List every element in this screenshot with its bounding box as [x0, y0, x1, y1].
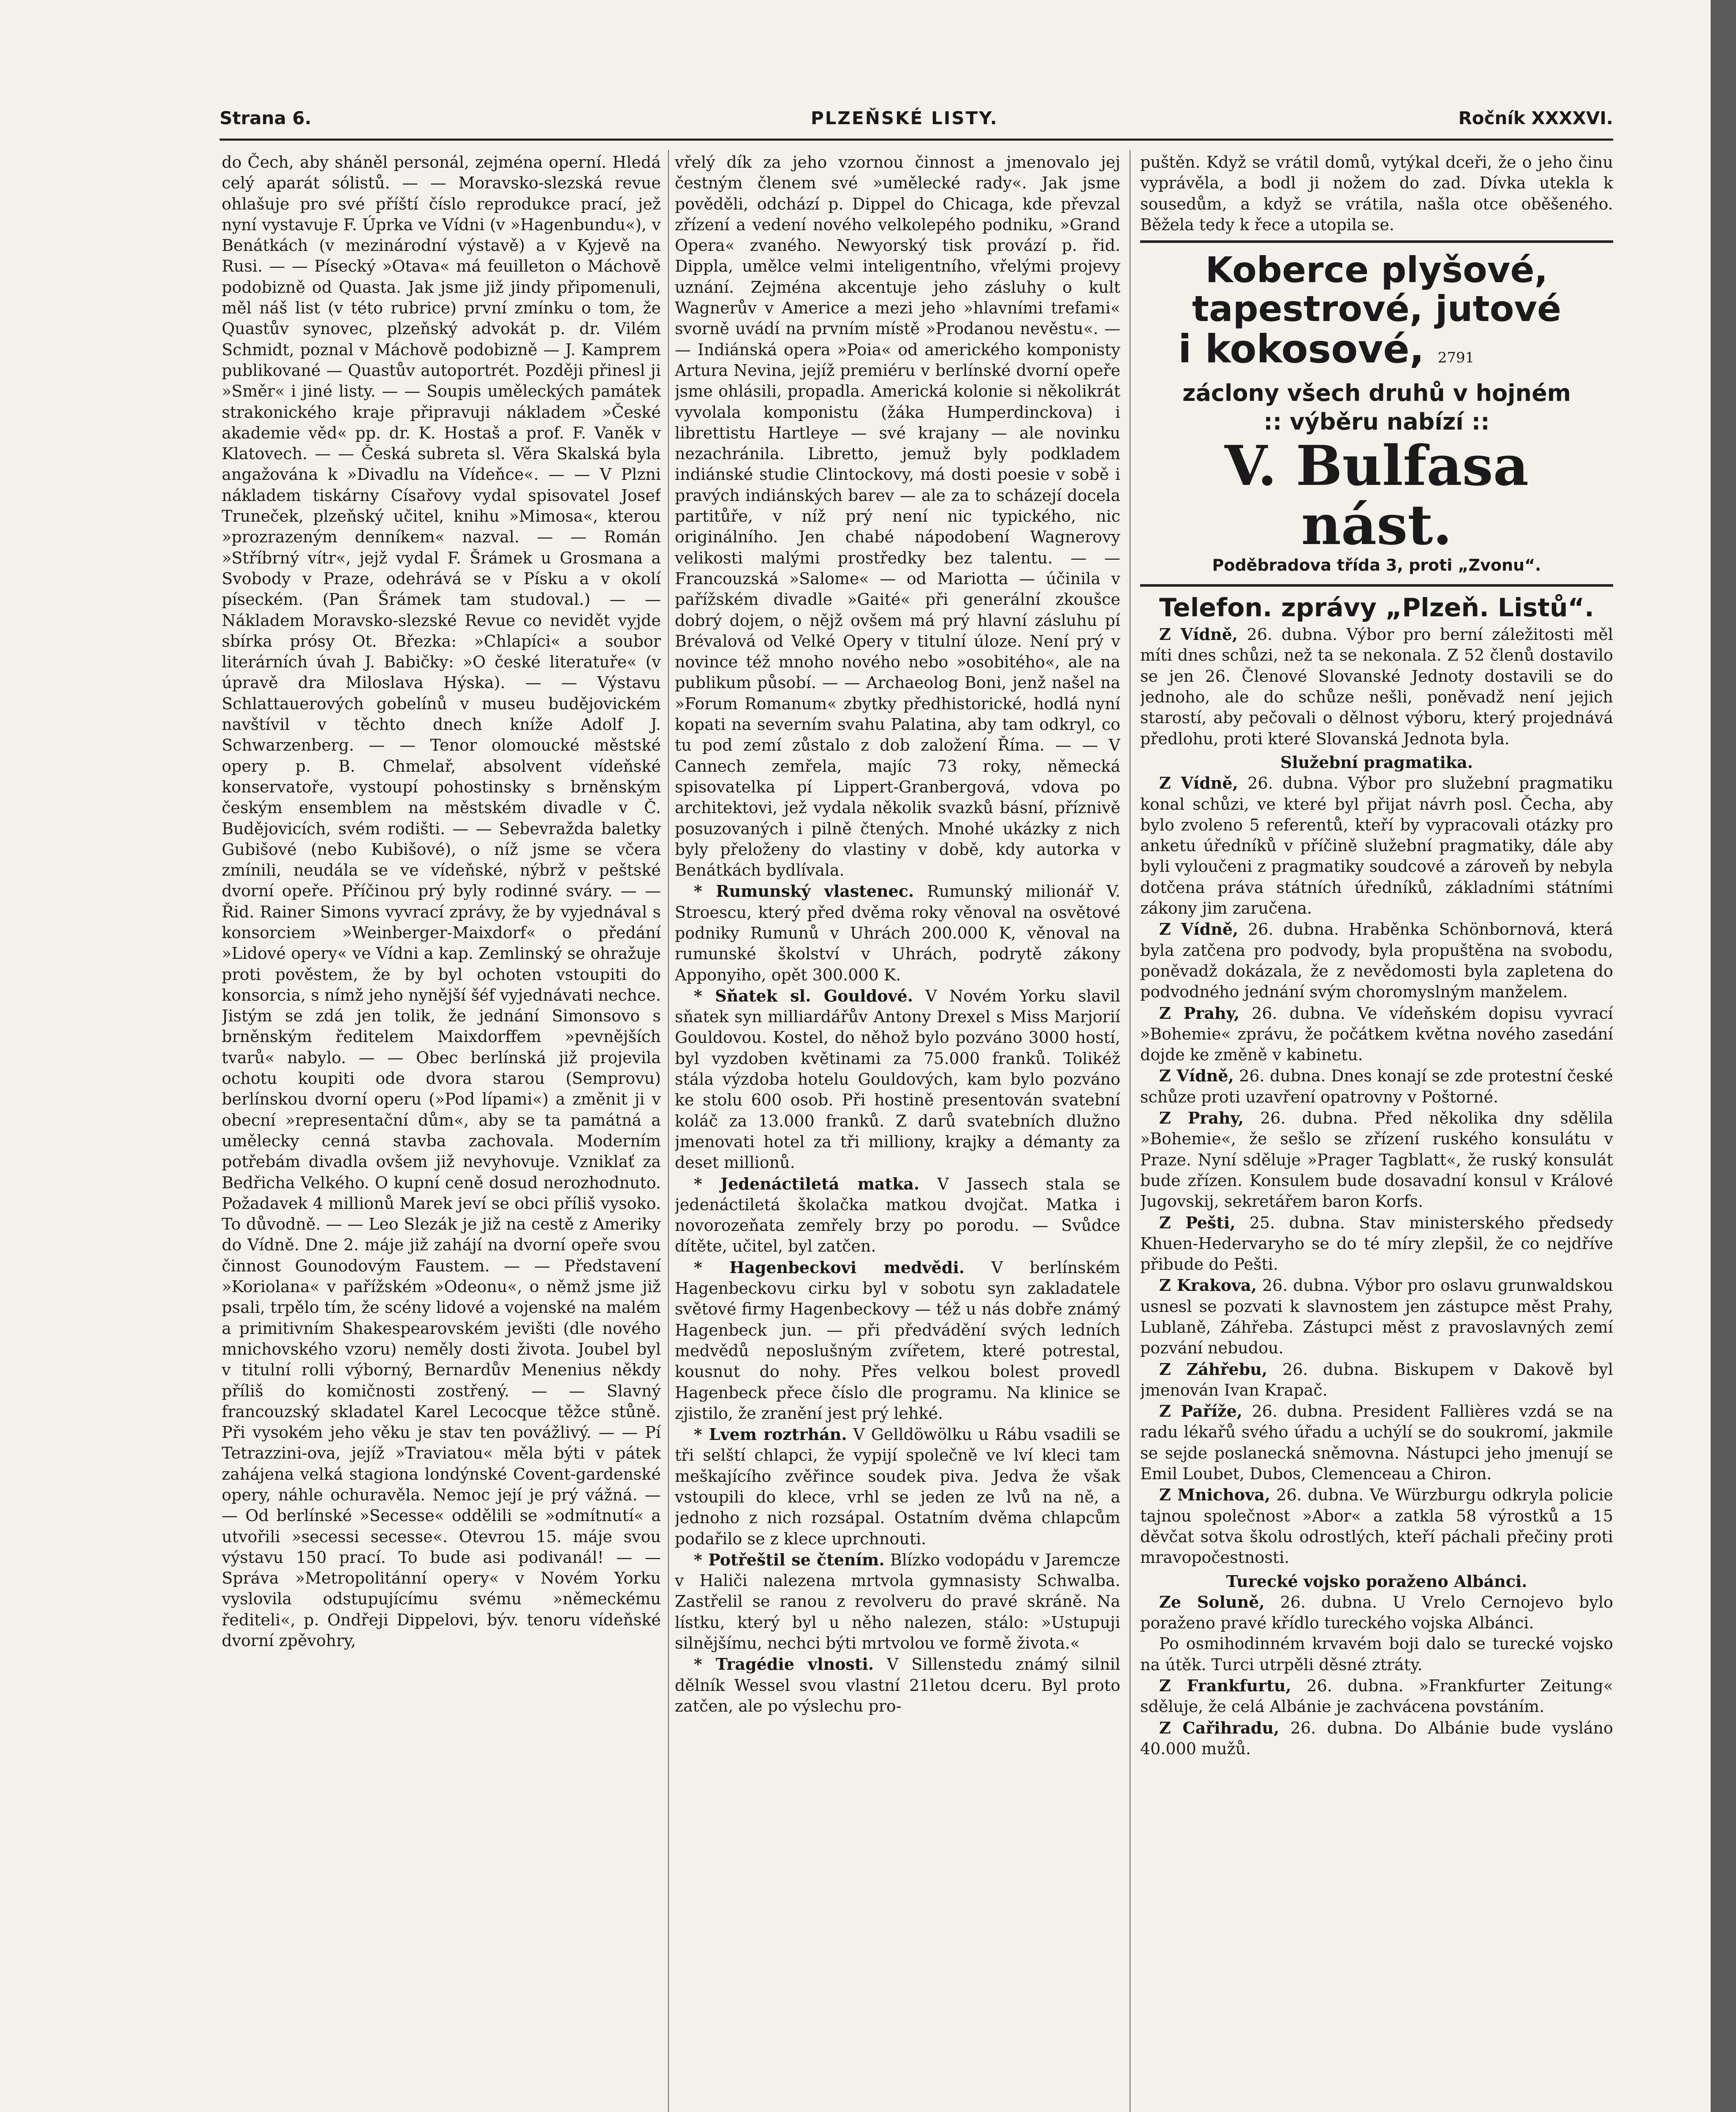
news-item-text: vřelý dík za jeho vzornou činnost a jmenovalo jej čestným členem své »umělecké rady«. Jak jsme pověděli, odchází p. Dippel do Chicaga, kde převzal zřízení a vedení nového velkolepého podniku, »Grand Opera« zvaného. Newyorský tisk provází p. řid. Dippla, umělce velmi inteligentního, vřelými projevy uznání. Zejména akcentuje jeho zásluhy o kult Wagnerův v Americe a mezi jeho »hlavními trefami« svorně uvádí na prvním místě »Prodanou nevěstu«. — — Indiánská opera »Poia« od amerického komponisty Artura Nevina, jejíž premiéru v berlínské dvorní opeře jsme ohlásili, propadla. Americká kolonie si několikrát vyvolala komponistu (žáka Humperdinckova) i librettistu Hartleye — své krajany — ale novinku nezachránila. Libretto, jemuž byly podkladem indiánské studie Clintockovy, má dosti poesie v sobě i pravých indiánských barev — ale za to scházejí docela partitůře, v níž prý není nic typického, nic originálního. Jen chabé nápodobení Wagnerovy velikosti malými prostředky bez talentu. — — Francouzská »Salome« — od Mariotta — účinila v pařížském divadle »Gaité« při generální zkoušce dobrý dojem, o nějž ovšem má prý hlavní zásluhu pí Brévalová od Velké Opery v titulní úloze. Není prý v novince též mnoho nového nebo »osobitého«, ale na publikum působí. — — Archaeolog Boni, jenž našel na »Forum Romanum« zbytky předhistorické, hodlá nyní kopati na severním svahu Palatina, aby tam odkryl, co tu pod zemí zůstalo z dob založení Říma. — — V Cannech zemřela, majíc 73 roky, německá spisovatelka pí Lippert-Granbergová, vdova po architektovi, jež vydala několik svazků básní, příznivě posuzovaných i pilně čtených. Mnohé ukázky z nich byly přeloženy do vlastiny v době, kdy autorka v Benátkách bydlívala. [675, 153, 1120, 880]
news-dateline: Z Pešti, [1159, 1213, 1236, 1232]
news-item-text: V berlínském Hagenbeckovu cirku byl v sobotu syn zakladatele světové firmy Hagenbeckovy — též u nás dobře známý Hagenbeck jun. — při předvádění svých ledních medvědů neposlušným zvířetem, které potrestal, kousnut do nohy. Přes velkou bolest provedl Hagenbeck přece číslo dle programu. Na klinice se zjistilo, že zranění jest prý lehké. [675, 1258, 1120, 1423]
news-item-heading: * Lvem roztrhán. [694, 1425, 847, 1444]
news-dateline: Z Prahy, [1159, 1108, 1244, 1128]
news-item-heading: * Potřeštil se čtením. [694, 1550, 885, 1569]
news-item-text: 26. dubna. Výbor pro služební pragmatiku konal schůzi, ve které byl přijat návrh posl. Čecha, aby bylo zvoleno 5 referentů, kteří by vypracovali otázky pro anketu úředníků v příčině služební pragmatiky, dále aby byli vyloučeni z pragmatiky soudcové a zároveň by nebyla dotčena práva státních úředníků, základními státními zákony jim zaručena. [1140, 774, 1613, 918]
section-title: Telefon. zprávy „Plzeň. Listů“. [1159, 593, 1594, 623]
news-subheading: Služební pragmatika. [1280, 752, 1473, 772]
news-item-text: 26. dubna. Do Albánie bude vysláno 40.000 mužů. [1140, 1718, 1613, 1758]
news-item-text: V Gelldöwölku u Rábu vsadili se tři selští chlapci, že vypijí společně ve lví kleci tam meškajícího zvěřince soudek piva. Jedva že však vstoupili do klece, vrhl se jeden ze lvů na ně, a jednoho z nich rozsápal. Ostatním dvěma chlapcům podařilo se z klece uprchnouti. [675, 1425, 1120, 1548]
news-item [1140, 1003, 1613, 1066]
news-item-text: 26. dubna. Výbor pro berní záležitosti měl míti dnes schůzi, než ta se nekonala. Z 52 členů dostavilo se jen 26. Členové Slovanské Jednoty dostavili se do jednoho, ale do schůze nešli, poněvadž není jejich starostí, aby pečovali o dělnost výboru, který projednává předlohu, proti které Slovanská Jednota byla. [1140, 625, 1613, 748]
news-item-heading: * Hagenbeckovi medvědi. [694, 1257, 965, 1277]
news-item-heading: * Sňatek sl. Gouldové. [694, 986, 913, 1005]
news-item-text: 26. dubna. President Fallières vzdá se na radu lékařů svého úřadu a uchýlí se do soukromí, jakmile se sejde poslanecká sněmovna. Nástupci jeho jmenují se Emil Loubet, Dubos, Clemenceau a Chiron. [1140, 1402, 1613, 1483]
column-divider [668, 150, 669, 2112]
news-dateline: Z Vídně, [1159, 773, 1238, 793]
news-dateline: Ze Soluně, [1159, 1592, 1265, 1611]
column-1 [222, 152, 661, 2112]
news-item-text: Blízko vodopádu v Jaremcze v Haliči nalezena mrtvola gymnasisty Schwalba. Zastřelil se ranou z revolveru do pravé skráně. Na lístku, který byl u něho nalezen, stálo: »Ustupuji silnějšímu, nechci býti mrtvolou ve formě života.« [675, 1550, 1120, 1653]
news-item-text: 25. dubna. Stav ministerského předsedy Khuen-Hedervaryho se do té míry zlepšil, že co nejdříve přibude do Pešti. [1140, 1213, 1613, 1274]
news-dateline: Z Záhřebu, [1159, 1359, 1268, 1379]
news-item-text: V Novém Yorku slavil sňatek syn milliardářův Antony Drexel s Miss Marjorií Gouldovou. Kostel, do něhož bylo pozváno 3000 hostí, byl vyzdoben květinami za 75.000 franků. Tolikéž stála výzdoba hotelu Gouldových, kam bylo pozváno ke stolu 600 osob. Při hostině presentován svatební koláč za 13.000 franků. Z darů svatebních dlužno jmenovati hotel za tři milliony, krajky a démanty za deset millionů. [675, 986, 1120, 1172]
news-item [675, 881, 1120, 985]
column-2 [675, 152, 1120, 2112]
ad-address: Poděbradova třída 3, proti „Zvonu“. [1212, 556, 1541, 575]
header-rule [220, 139, 1613, 141]
news-dateline: Z Krakova, [1159, 1276, 1257, 1295]
news-dateline: Z Mnichova, [1159, 1485, 1271, 1505]
news-subheading: Turecké vojsko poraženo Albánci. [1226, 1571, 1527, 1591]
news-item [1140, 1633, 1613, 1675]
page-number: Strana 6. [220, 108, 312, 128]
news-item-heading: * Jedenáctiletá matka. [694, 1174, 920, 1193]
news-item-heading: * Tragédie vlnosti. [694, 1655, 874, 1674]
news-dateline: Z Prahy, [1159, 1003, 1240, 1023]
news-item-text: V Jassech stala se jedenáctiletá školačka matkou dvojčat. Matka i novorozeňata zemřely brzy po porodu. — Svůdce dítěte, učitel, byl zatčen. [675, 1174, 1120, 1256]
page-header [220, 108, 1613, 137]
ad-headline-text: i kokosové, [1178, 327, 1424, 372]
section-rule [1140, 240, 1613, 243]
news-item [1140, 1275, 1613, 1358]
news-item [1140, 1675, 1613, 1717]
ad-subline: záclony všech druhů v hojném [1182, 380, 1571, 407]
news-item-text: Po osmihodinném krvavém boji dalo se turecké vojsko na útěk. Turci utrpěli děsné ztráty. [1140, 1634, 1613, 1674]
news-item [1140, 1359, 1613, 1401]
binding-edge [1711, 0, 1736, 2112]
article-text: do Čech, aby sháněl personál, zejména operní. Hledá celý aparát sólistů. — — Moravsko-slezská revue ohlašuje pro své příští číslo reprodukce prací, jež nyní vystavuje F. Úprka ve Vídni (v »Hagenbundu«), v Benátkách (v mezinárodní výstavě) a v Kyjevě na Rusi. — — Písecký »Otava« má feuilleton o Máchově podobizně od Quasta. Jak jsme již jindy připomenuli, měl náš list (v této rubrice) první zmínku o tom, že Quastův synovec, plzeňský advokát p. dr. Vilém Schmidt, poznal v Máchově podobizně — J. Kamprem publikované — Quastův autoportrét. Později přinesl ji »Směr« i jiné listy. — — Soupis uměleckých památek strakonického kraje připravuji nákladem »České akademie věd« pp. dr. K. Hostaš a prof. F. Vaněk v Klatovech. — — Česká subreta sl. Věra Skalská byla angažována k »Divadlu na Vídeňce«. — — V Plzni nákladem tiskárny Císařovy vydal spisovatel Josef Truneček, plzeňský učitel, knihu »Mimosa«, kterou »prozrazeným denníkem« nazval. — — Román »Stříbrný vítr«, jejž vydal F. Šrámek u Grosmana a Svobody v Praze, odehrává se v Písku a v okolí píseckém. (Pan Šrámek tam studoval.) — — Nákladem Moravsko-slezské Revue co nevidět vyjde sbírka prósy Ot. Březka: »Chlapíci« a soubor literárních úvah J. Babičky: »O české literatuře« (v úpravě dra Miloslava Hýska). — — Výstavu Schlattauerových gobelínů v museu budějovickém navštívil v těchto dnech kníže Adolf J. Schwarzenberg. — — Tenor olomoucké městské opery p. B. Chmelař, absolvent vídeňské konservatoře, vystoupí pohostinsky s brněnským českým ensemblem na městském divadle v Č. Budějovicích, svém rodišti. — — Sebevražda baletky Gubišové (nebo Kubišové), o níž jsme se včera zmínili, neudála se ve vídeňské, nýbrž v peštské dvorní opeře. Příčinou prý byly rodinné sváry. — — Řid. Rainer Simons vyvrací zprávy, že by vyjednával s konsorciem »Weinberger-Maixdorf« o předání »Lidové opery« ve Vídni a kap. Zemlinský se ohražuje proti pověstem, že by byl ochoten vstoupiti do konsorcia, s nímž jeho nynější šéf vyjednávati nechce. Jistým se zdá jen tolik, že jednání Simonsovo s brněnským ředitelem Maixdorffem »pevnějších tvarů« nabylo. — — Obec berlínská již projevila ochotu koupiti ode dvora starou (Semprovu) berlínskou dvorní operu (»Pod lípami«) a změnit ji v obecní »representační dům«, aby se ta památná a umělecky cenná stavba zachovala. Moderním potřebám divadla ovšem již nevyhovuje. Vzniklať za Bedřicha Velkého. O kupní ceně dosud nerozhodnuto. Požadavek 4 millionů Marek jeví se obci příliš vysoko. To důvodně. — — Leo Slezák je již na cestě z Ameriky do Vídně. Dne 2. máje již zahájí na dvorní opeře svou činnost Gounodovým Faustem. — — Představení »Koriolana« v pařížském »Odeonu«, o němž jsme již psali, trpělo tím, že scény lidové a vojenské na malém a primitivním Shakespearovském jevišti (dle nového mnichovského vzoru) neměly dosti života. Joubel byl v titulní rolli výborný, Bernardův Menenius někdy příliš do komičnosti zostřený. — — Slavný francouzský skladatel Karel Lecocque těžce stůně. Při vysokém jeho věku je stav ten povážlivý. — — Pí Tetrazzini-ova, jejíž »Traviatou« měla býti v pátek zahájena velká stagiona londýnské Covent-gardenské opery, náhle ochuravěla. Nemoc její je prý vážná. — — Od berlínské »Secesse« oddělili se »odmítnutí« a utvořili »secessi secesse«. Otevrou 15. máje svou výstavu 150 prací. To bude asi podivanál! — — Správa »Metropolitánní opery« v Novém Yorku vyslovila odstupujícímu svému »německému řediteli«, p. Ondřeji Dippelovi, býv. tenoru vídeňské dvorní zpěvohry, [222, 153, 661, 1650]
news-item-text: 26. dubna. Hraběnka Schönbornová, která byla zatčena pro podvody, byla propuštěna na svobodu, poněvadž dokázala, že z nevědomosti byla zapletena do podvodného jednání svým choromyslným manželem. [1140, 920, 1613, 1002]
ad-subline: :: výběru nabízí :: [1263, 408, 1490, 435]
news-dateline: Z Paříže, [1159, 1402, 1243, 1421]
news-dateline: Z Cařihradu, [1159, 1718, 1280, 1737]
news-item [675, 1424, 1120, 1549]
news-item [675, 985, 1120, 1173]
news-item [1140, 624, 1613, 749]
news-item-text: 26. dubna. Biskupem v Dakově byl jmenován Ivan Krapač. [1140, 1360, 1613, 1399]
ad-headline: Koberce plyšové, [1205, 249, 1548, 291]
news-item [1140, 773, 1613, 919]
news-item-text: 26. dubna. Výbor pro oslavu grunwaldskou usnesl se pozvati k slavnostem jen zástupce měst Prahy, Lublaně, Záhřeba. Zástupci měst z pravoslavných zemí pozvání nebudou. [1140, 1276, 1613, 1358]
advertisement [1140, 250, 1613, 576]
news-item-text: 26. dubna. Dnes konají se zde protestní české schůze proti uzavření opatrovny v Poštorné. [1140, 1067, 1613, 1106]
news-dateline: Z Vídně, [1159, 920, 1239, 939]
news-item [1140, 1484, 1613, 1568]
news-list [1140, 624, 1613, 1759]
newspaper-title: PLZEŇSKÉ LISTY. [811, 108, 998, 128]
news-dateline: Z Frankfurtu, [1159, 1676, 1291, 1696]
news-item-text: V Sillenstedu známý silnil dělník Wessel svou vlastní 21letou dceru. Byl proto zatčen, ale po výslechu pro- [675, 1655, 1120, 1715]
news-dateline: Z Vídně, [1159, 625, 1238, 644]
news-item [1140, 1592, 1613, 1634]
ad-firm-name: V. Bulfasa nást. [1224, 433, 1529, 558]
ad-headline [1140, 328, 1613, 379]
volume-number: Ročník XXXXVI. [1458, 108, 1613, 128]
news-item [1140, 1401, 1613, 1484]
news-dateline: Z Vídně, [1159, 1066, 1234, 1086]
column-3 [1140, 152, 1613, 2112]
news-item [675, 1173, 1120, 1257]
ad-headline: tapestrové, jutové [1192, 288, 1562, 330]
section-rule [1140, 584, 1613, 587]
news-item-text: 26. dubna. Ve vídeňském dopisu vyvrací »Bohemie« zprávu, že počátkem května nového zasedání dojde ke změně v kabinetu. [1140, 1004, 1613, 1064]
news-item-text: 26. dubna. Ve Würzburgu odkryla policie tajnou společnost »Abor« a zatkla 58 výrostků a 15 děvčat sotva školu odrostlých, kteří páchali přečiny proti mravopočestnosti. [1140, 1486, 1613, 1567]
news-item [1140, 919, 1613, 1002]
ad-number: 2791 [1437, 349, 1475, 367]
article-text: puštěn. Když se vrátil domů, vytýkal dceři, že o jeho činu vyprávěla, a bodl ji nožem do zad. Dívka utekla k sousedům, a když se vrátila, našla otce oběšeného. Běžela tedy k řece a utopila se. [1140, 153, 1613, 234]
news-item [1140, 1212, 1613, 1275]
news-item-heading: * Rumunský vlastenec. [694, 882, 914, 901]
news-item [1140, 1108, 1613, 1212]
news-item [1140, 1065, 1613, 1108]
news-item [675, 1257, 1120, 1424]
news-item-text: 26. dubna. U Vrelo Cernojevo bylo poraženo pravé křídlo tureckého vojska Albánci. [1140, 1592, 1613, 1633]
news-item [675, 1654, 1120, 1717]
news-item [675, 152, 1120, 881]
news-item [1140, 1717, 1613, 1760]
news-item-text: 26. dubna. Před několika dny sdělila »Bohemie«, že sešlo se zřízení ruského konsulátu v Praze. Nyní sděluje »Prager Tagblatt«, že ruský konsulát bude zřízen. Konsulem bude dosavadní konsul v Králové Jugovskij, sekretářem baron Korfs. [1140, 1109, 1613, 1211]
news-item-text: Rumunský milionář V. Stroescu, který před dvěma roky věnoval na osvětové podniky Rumunů v Uhrách 200.000 K, věnoval na rumunské školství v Uhrách, podrytě zákony Apponyiho, opět 300.000 K. [675, 882, 1120, 984]
news-item [675, 1549, 1120, 1654]
news-item-text: 26. dubna. »Frankfurter Zeitung« sděluje, že celá Albánie je zachvácena povstáním. [1140, 1677, 1613, 1716]
